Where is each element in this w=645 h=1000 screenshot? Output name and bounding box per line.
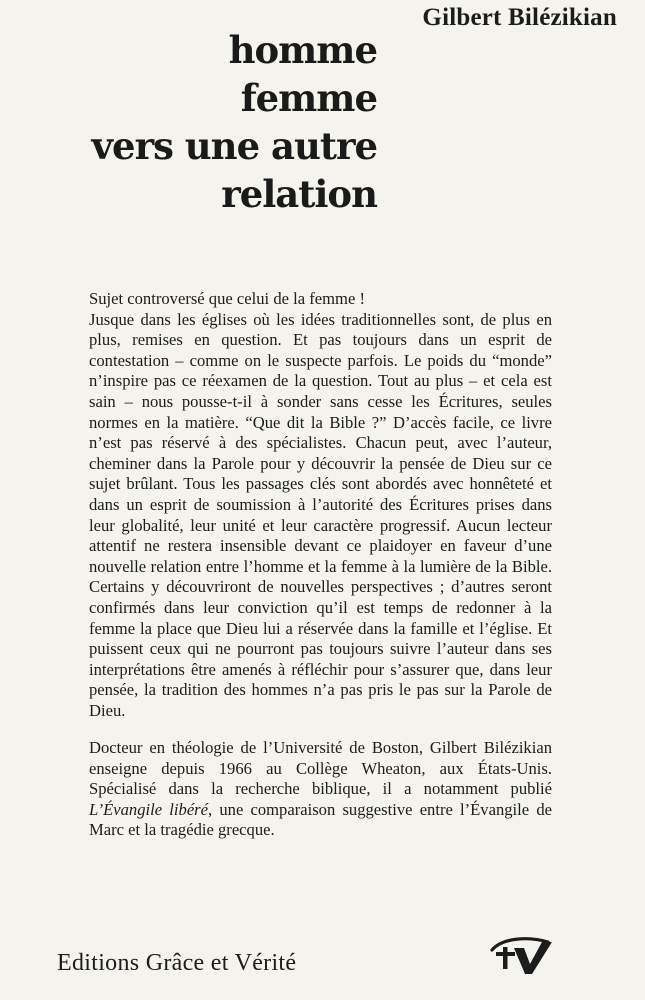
back-cover-description [89,289,552,721]
bio-book-title: L’Évangile libéré [89,799,209,819]
bio-text-before: Docteur en théologie de l’Université de Boston, Gilbert Bilézikian enseigne depuis 1966 au Collège Wheaton, aux États-Unis. Spécialisé dans la recherche biblique, il a notamment publié [89,738,552,799]
description-paragraph: Jusque dans les églises où les idées traditionnelles sont, de plus en plus, remises en question. Et pas toujours dans un esprit de contestation – comme on le suspecte parfois. Le poids du “monde” n’inspire pas ce réexamen de la question. Tout au plus – et cela est sain – nous pousse-t-il à sonder sans cesse les Écritures, seules normes en la matière. “Que dit la Bible ?” D’accès facile, ce livre n’est pas réservé à des spécialistes. Chacun peut, avec l’auteur, cheminer dans la Parole pour y découvrir la pensée de Dieu sur ce sujet brûlant. Tous les passages clés sont abordés avec honnêteté et dans un esprit de soumission à l’autorité des Écritures prises dans leur globalité, leur unité et leur caractère progressif. Aucun lecteur attentif ne restera insensible devant ce plaidoyer en faveur d’une nouvelle relation entre l’homme et la femme à la lumière de la Bible. Certains y découvriront de nouvelles perspectives ; d’autres seront confirmés dans leur conviction qu’il est temps de redonner à la femme la place que Dieu lui a réservée dans la famille et l’église. Et puissent ceux qui ne pourront pas toujours suivre l’auteur dans ses interprétations être amenés à réfléchir pour s’assurer que, dans leur pensée, la tradition des hommes n’a pas pris le pas sur la Parole de Dieu. [89,309,552,720]
author-bio [89,738,552,841]
author-name: Gilbert Bilézikian [422,4,617,31]
title-line: relation [221,172,377,216]
bio-text-after: , une comparaison suggestive entre l’Évangile de Marc et la tragédie grecque. [89,799,552,840]
title-line: homme [228,28,377,72]
title-line: vers une autre [91,124,377,168]
publisher-name: Editions Grâce et Vérité [57,950,297,976]
title-line: femme [240,76,377,120]
book-title [92,26,377,218]
publisher-logo-icon [488,936,556,976]
description-lead: Sujet controversé que celui de la femme ! [89,289,365,308]
